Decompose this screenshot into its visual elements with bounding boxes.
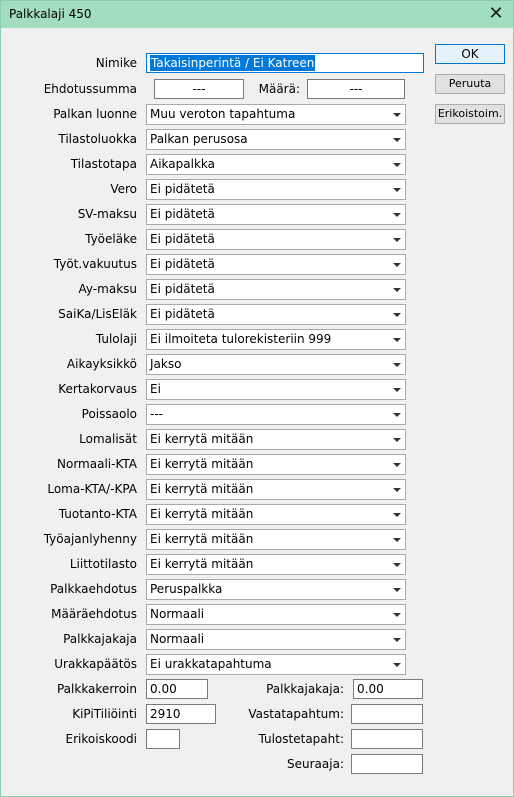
poissaolo-label: Poissaolo: [81, 407, 137, 421]
chevron-down-icon: [393, 413, 401, 417]
ay-maksu-label: Ay-maksu: [78, 282, 137, 296]
tyot-vakuutus-select[interactable]: [146, 254, 406, 275]
maaraehdotus-value: Normaali: [150, 607, 205, 621]
normaali-kta-label: Normaali-KTA: [57, 457, 137, 471]
chevron-down-icon: [393, 588, 401, 592]
kertakorvaus-label: Kertakorvaus: [58, 382, 137, 396]
chevron-down-icon: [393, 238, 401, 242]
palkkakerroin-input[interactable]: 0.00: [146, 679, 208, 699]
tuotanto-kta-label: Tuotanto-KTA: [58, 507, 137, 521]
dialog-body: [3, 29, 511, 794]
special-actions-button[interactable]: Erikoistoim.: [435, 104, 505, 124]
vero-label: Vero: [110, 182, 137, 196]
vero-value: Ei pidätetä: [150, 182, 215, 196]
tilastotapa-label: Tilastotapa: [70, 157, 137, 171]
tulolaji-select[interactable]: [146, 329, 406, 350]
sv-maksu-label: SV-maksu: [77, 207, 137, 221]
vastatapahtum-label: Vastatapahtum:: [248, 707, 344, 721]
tulostetapaht-input[interactable]: [351, 729, 423, 749]
tyoelake-select[interactable]: [146, 229, 406, 250]
tyoelake-value: Ei pidätetä: [150, 232, 215, 246]
saika-liselak-select[interactable]: [146, 304, 406, 325]
palkan-luonne-select[interactable]: [146, 104, 406, 125]
tyoajanlyhenny-label: Työajanlyhenny: [43, 532, 137, 546]
tulolaji-value: Ei ilmoiteta tulorekisteriin 999: [150, 332, 332, 346]
maaraehdotus-label: Määräehdotus: [51, 607, 137, 621]
chevron-down-icon: [393, 638, 401, 642]
maara-label: Määrä:: [258, 82, 300, 96]
poissaolo-value: ---: [150, 407, 163, 421]
aikayksikko-select[interactable]: [146, 354, 406, 375]
chevron-down-icon: [393, 363, 401, 367]
kertakorvaus-select[interactable]: [146, 379, 406, 400]
chevron-down-icon: [393, 163, 401, 167]
chevron-down-icon: [393, 288, 401, 292]
tyot-vakuutus-value: Ei pidätetä: [150, 257, 215, 271]
chevron-down-icon: [393, 438, 401, 442]
kipitilioiniti-label: KiPiTiliöinti: [72, 707, 137, 721]
tyoajanlyhenny-value: Ei kerrytä mitään: [150, 532, 254, 546]
tuotanto-kta-select[interactable]: [146, 504, 406, 525]
palkkaehdotus-select[interactable]: [146, 579, 406, 600]
tyoelake-label: Työeläke: [85, 232, 137, 246]
chevron-down-icon: [393, 663, 401, 667]
chevron-down-icon: [393, 538, 401, 542]
poissaolo-select[interactable]: [146, 404, 406, 425]
chevron-down-icon: [393, 563, 401, 567]
chevron-down-icon: [393, 488, 401, 492]
chevron-down-icon: [393, 213, 401, 217]
tulostetapaht-label: Tulostetapaht:: [258, 732, 344, 746]
tilastotapa-value: Aikapalkka: [150, 157, 215, 171]
tilastoluokka-select[interactable]: [146, 129, 406, 150]
urakkapaatos-select[interactable]: [146, 654, 406, 675]
tilastoluokka-value: Palkan perusosa: [150, 132, 248, 146]
ay-maksu-select[interactable]: [146, 279, 406, 300]
palkkajakaja-select-label: Palkkajakaja: [63, 632, 137, 646]
ehdotussumma-input[interactable]: ---: [154, 79, 244, 99]
title-bar[interactable]: [1, 1, 513, 28]
loma-kta-value: Ei kerrytä mitään: [150, 482, 254, 496]
palkkajakaja-select[interactable]: [146, 629, 406, 650]
ehdotussumma-label: Ehdotussumma: [43, 82, 137, 96]
urakkapaatos-value: Ei urakkatapahtuma: [150, 657, 272, 671]
vero-select[interactable]: [146, 179, 406, 200]
palkkakerroin-label: Palkkakerroin: [56, 682, 137, 696]
erikoiskoodi-input[interactable]: [146, 729, 180, 749]
liittotilasto-value: Ei kerrytä mitään: [150, 557, 254, 571]
cancel-button[interactable]: Peruuta: [435, 74, 505, 94]
close-icon[interactable]: ✕: [488, 3, 504, 24]
aikayksikko-value: Jakso: [150, 357, 182, 371]
loma-kta-select[interactable]: [146, 479, 406, 500]
urakkapaatos-label: Urakkapäätös: [54, 657, 137, 671]
normaali-kta-select[interactable]: [146, 454, 406, 475]
chevron-down-icon: [393, 338, 401, 342]
palkkajakaja-label: Palkkajakaja:: [266, 682, 344, 696]
liittotilasto-label: Liittotilasto: [69, 557, 137, 571]
chevron-down-icon: [393, 388, 401, 392]
lomalisat-label: Lomalisät: [79, 432, 137, 446]
chevron-down-icon: [393, 188, 401, 192]
vastatapahtum-input[interactable]: [351, 704, 423, 724]
nimike-value: Takaisinperintä / Ei Katreen: [151, 56, 315, 70]
chevron-down-icon: [393, 613, 401, 617]
tyot-vakuutus-label: Työt.vakuutus: [53, 257, 137, 271]
loma-kta-label: Loma-KTA/-KPA: [47, 482, 137, 496]
maara-input[interactable]: ---: [307, 79, 405, 99]
saika-liselak-value: Ei pidätetä: [150, 307, 215, 321]
chevron-down-icon: [393, 113, 401, 117]
chevron-down-icon: [393, 313, 401, 317]
tyoajanlyhenny-select[interactable]: [146, 529, 406, 550]
palkan-luonne-label: Palkan luonne: [53, 107, 137, 121]
seuraaja-label: Seuraaja:: [287, 757, 344, 771]
tulolaji-label: Tulolaji: [95, 332, 137, 346]
maaraehdotus-select[interactable]: [146, 604, 406, 625]
sv-maksu-value: Ei pidätetä: [150, 207, 215, 221]
chevron-down-icon: [393, 463, 401, 467]
aikayksikko-label: Aikayksikkö: [66, 357, 137, 371]
palkkaehdotus-label: Palkkaehdotus: [50, 582, 137, 596]
tuotanto-kta-value: Ei kerrytä mitään: [150, 507, 254, 521]
chevron-down-icon: [393, 138, 401, 142]
lomalisat-select[interactable]: [146, 429, 406, 450]
seuraaja-input[interactable]: [351, 754, 423, 774]
nimike-input[interactable]: [146, 53, 424, 73]
normaali-kta-value: Ei kerrytä mitään: [150, 457, 254, 471]
ay-maksu-value: Ei pidätetä: [150, 282, 215, 296]
tilastoluokka-label: Tilastoluokka: [58, 132, 137, 146]
tilastotapa-select[interactable]: [146, 154, 406, 175]
palkkajakaja-input[interactable]: 0.00: [353, 679, 423, 699]
saika-liselak-label: SaiKa/LisEläk: [58, 307, 137, 321]
window-title: Palkkalaji 450: [9, 7, 92, 21]
kertakorvaus-value: Ei: [150, 382, 161, 396]
ok-button[interactable]: OK: [435, 44, 505, 64]
palkkajakaja-select-value: Normaali: [150, 632, 205, 646]
liittotilasto-select[interactable]: [146, 554, 406, 575]
sv-maksu-select[interactable]: [146, 204, 406, 225]
palkan-luonne-value: Muu veroton tapahtuma: [150, 107, 296, 121]
kipitilioiniti-input[interactable]: 2910: [146, 704, 216, 724]
nimike-label: Nimike: [95, 56, 137, 70]
erikoiskoodi-label: Erikoiskoodi: [65, 732, 137, 746]
chevron-down-icon: [393, 513, 401, 517]
palkkaehdotus-value: Peruspalkka: [150, 582, 223, 596]
chevron-down-icon: [393, 263, 401, 267]
lomalisat-value: Ei kerrytä mitään: [150, 432, 254, 446]
